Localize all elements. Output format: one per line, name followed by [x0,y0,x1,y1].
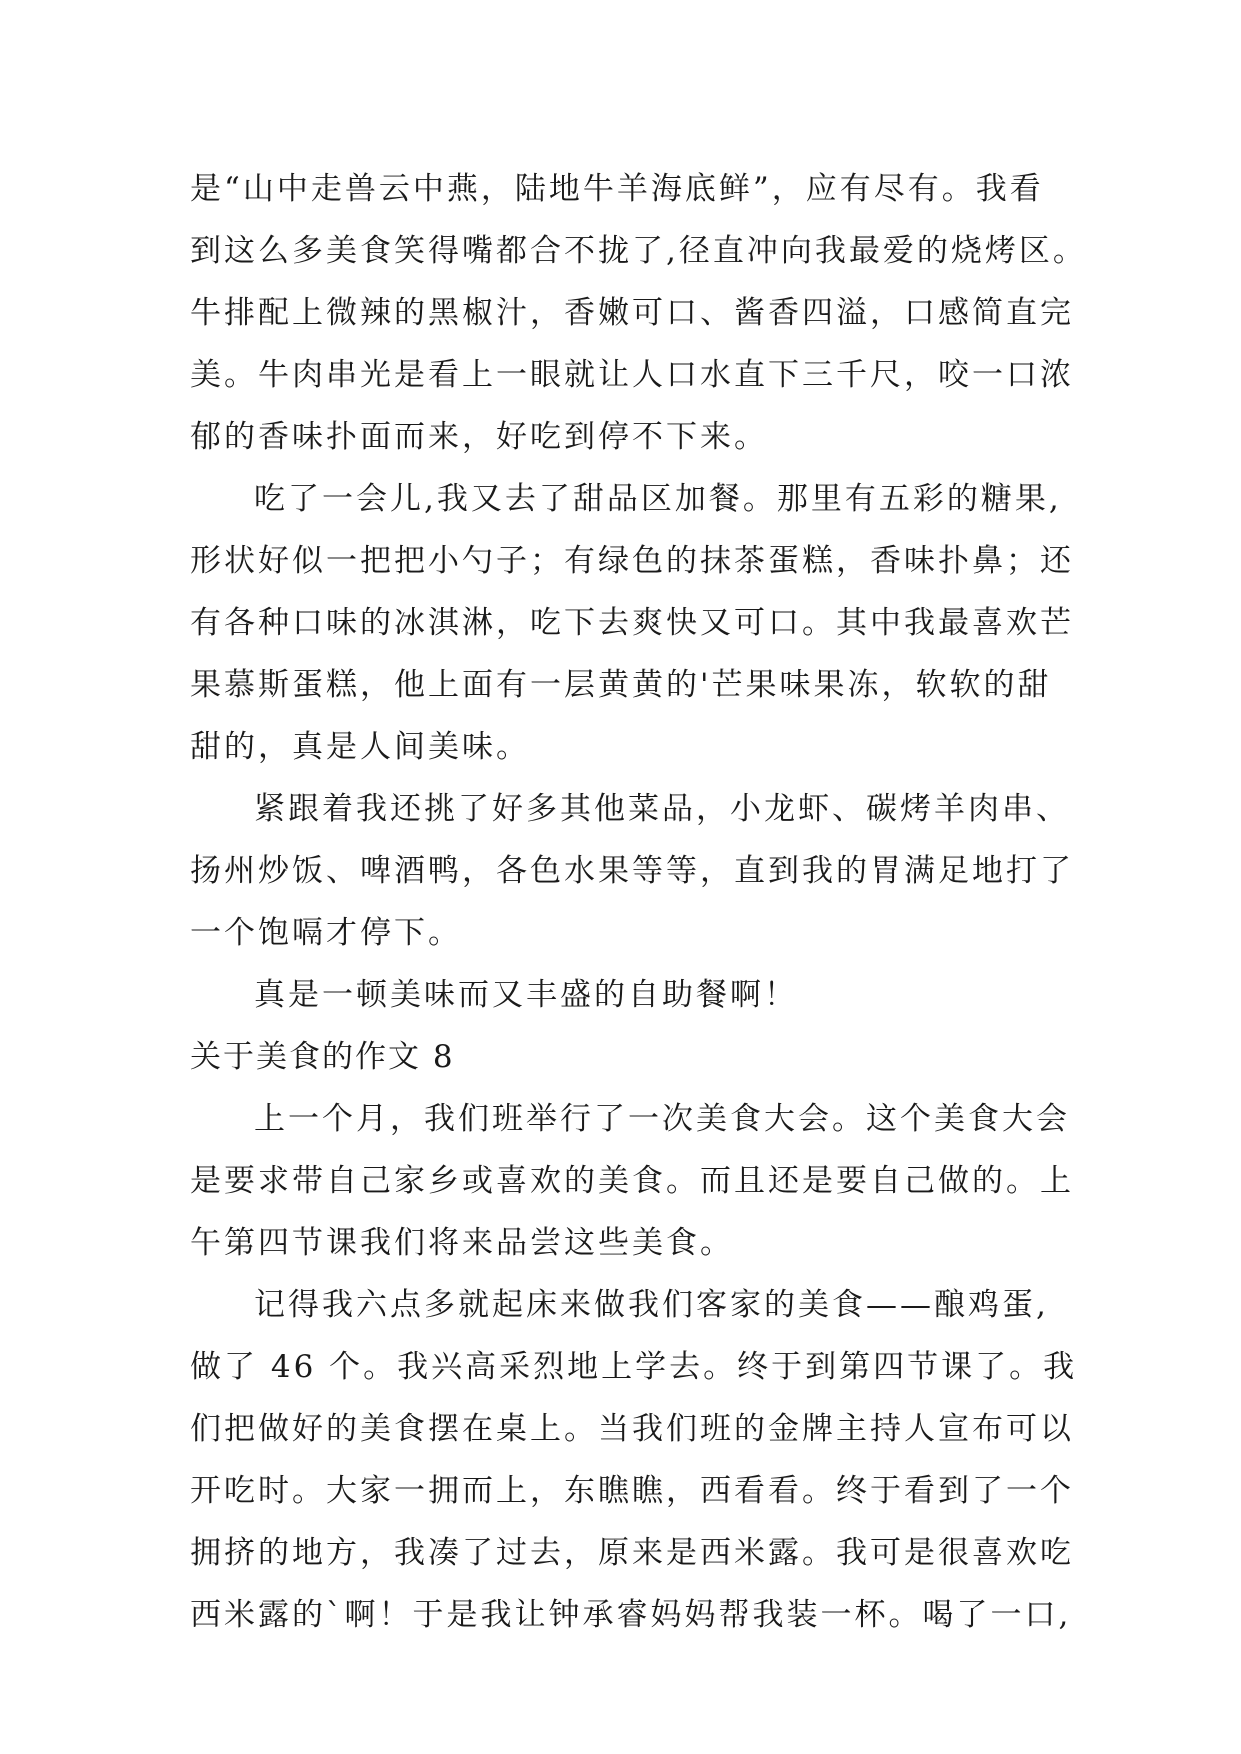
text-line: 拥挤的地方，我凑了过去，原来是西米露。我可是很喜欢吃 [190,1535,1074,1571]
paragraph-start-line: 真是一顿美味而又丰盛的自助餐啊！ [254,977,798,1013]
text-line: 们把做好的美食摆在桌上。当我们班的金牌主持人宣布可以 [190,1411,1074,1447]
text-line: 是要求带自己家乡或喜欢的美食。而且还是要自己做的。上 [190,1163,1074,1199]
text-line: 开吃时。大家一拥而上，东瞧瞧，西看看。终于看到了一个 [190,1473,1074,1509]
text-line: 甜的，真是人间美味。 [190,729,530,765]
text-line: 西米露的`啊！于是我让钟承睿妈妈帮我装一杯。喝了一口, [190,1597,1072,1633]
text-line: 做了 46 个。我兴高采烈地上学去。终于到第四节课了。我 [190,1349,1078,1385]
paragraph-start-line: 吃了一会儿,我又去了甜品区加餐。那里有五彩的糖果, [254,481,1062,517]
paragraph-start-line: 上一个月，我们班举行了一次美食大会。这个美食大会 [254,1101,1070,1137]
text-line: 果慕斯蛋糕，他上面有一层黄黄的'芒果味果冻，软软的甜 [190,667,1052,703]
text-line: 形状好似一把把小勺子；有绿色的抹茶蛋糕，香味扑鼻；还 [190,543,1074,579]
essay-heading: 关于美食的作文 8 [190,1039,455,1075]
text-line: 美。牛肉串光是看上一眼就让人口水直下三千尺，咬一口浓 [190,357,1074,393]
text-line: 牛排配上微辣的黑椒汁，香嫩可口、酱香四溢，口感简直完 [190,295,1074,331]
paragraph-start-line: 记得我六点多就起床来做我们客家的美食——酿鸡蛋, [254,1287,1049,1323]
text-line: 午第四节课我们将来品尝这些美食。 [190,1225,734,1261]
text-line: 有各种口味的冰淇淋，吃下去爽快又可口。其中我最喜欢芒 [190,605,1074,641]
essay-body [190,158,1090,1646]
text-line: 是“山中走兽云中燕，陆地牛羊海底鲜”，应有尽有。我看 [190,171,1044,207]
paragraph-start-line: 紧跟着我还挑了好多其他菜品，小龙虾、碳烤羊肉串、 [254,791,1070,827]
text-line: 一个饱嗝才停下。 [190,915,462,951]
text-line: 到这么多美食笑得嘴都合不拢了,径直冲向我最爱的烧烤区。 [190,233,1087,269]
text-line: 扬州炒饭、啤酒鸭，各色水果等等，直到我的胃满足地打了 [190,853,1074,889]
text-line: 郁的香味扑面而来，好吃到停不下来。 [190,419,768,455]
